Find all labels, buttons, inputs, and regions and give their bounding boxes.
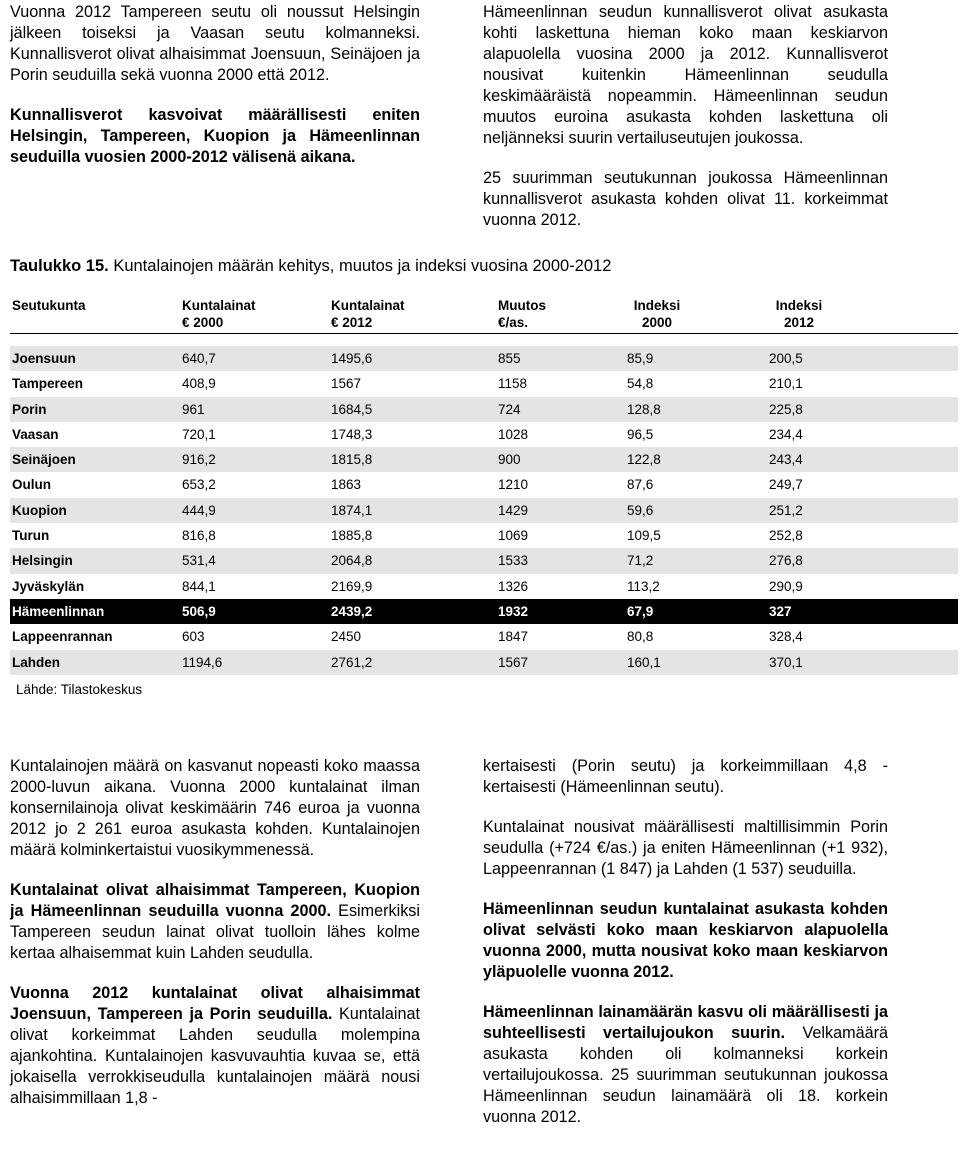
table-cell: 1158 bbox=[498, 376, 528, 392]
table-cell: 252,8 bbox=[769, 528, 803, 544]
header-line1: Kuntalainat bbox=[331, 298, 405, 313]
table-cell: 54,8 bbox=[627, 376, 654, 392]
header-line1: Muutos bbox=[498, 298, 546, 313]
header-cell-change bbox=[498, 297, 546, 331]
bold-text: Kuntalainat olivat alhaisimmat Tampereen, Kuopion ja Hämeenlinnan seuduilla vuonna 2000. bbox=[10, 881, 420, 920]
paragraph bbox=[10, 880, 420, 964]
table-cell: 2439,2 bbox=[331, 603, 373, 619]
table-cell: 900 bbox=[498, 452, 521, 468]
table-cell: 327 bbox=[769, 603, 792, 619]
table-cell: 1885,8 bbox=[331, 528, 373, 544]
table-row bbox=[10, 548, 958, 573]
table-cell: 370,1 bbox=[769, 654, 803, 670]
table-cell: 249,7 bbox=[769, 477, 803, 493]
table-cell: 67,9 bbox=[627, 603, 654, 619]
table-cell: 1429 bbox=[498, 502, 529, 518]
table-cell: 531,4 bbox=[182, 553, 216, 569]
table-cell: 720,1 bbox=[182, 426, 216, 442]
table-cell: 290,9 bbox=[769, 578, 803, 594]
table-cell: 1684,5 bbox=[331, 401, 373, 417]
table-cell: 1863 bbox=[331, 477, 362, 493]
table-cell: 1748,3 bbox=[331, 426, 373, 442]
bold-text: Vuonna 2012 kuntalainat olivat alhaisimmat Joensuun, Tampereen ja Porin seuduilla. bbox=[10, 984, 420, 1023]
region-name-cell: Vaasan bbox=[12, 426, 59, 442]
table-caption-text: Kuntalainojen määrän kehitys, muutos ja indeksi vuosina 2000-2012 bbox=[108, 257, 612, 275]
table-cell: 2761,2 bbox=[331, 654, 373, 670]
header-line2: 2000 bbox=[641, 315, 673, 330]
table-cell: 855 bbox=[498, 351, 521, 366]
paragraph bbox=[483, 1002, 888, 1128]
table-cell: 816,8 bbox=[182, 528, 216, 544]
table-cell: 243,4 bbox=[769, 452, 803, 468]
table-cell: 200,5 bbox=[769, 351, 803, 366]
header-cell-index-2000 bbox=[627, 297, 687, 331]
table-cell: 1210 bbox=[498, 477, 529, 493]
paragraph bbox=[10, 105, 420, 168]
paragraph: Kuntalainat nousivat määrällisesti maltillisimmin Porin seudulla (+724 €/as.) ja eniten Hämeenlinnan (+1 932), Lappeenrannan (1 847) ja Lahden (1 537) seuduilla. bbox=[483, 818, 888, 878]
table-cell: 408,9 bbox=[182, 376, 216, 392]
header-line2: 2012 bbox=[783, 315, 815, 330]
paragraph: Vuonna 2012 Tampereen seutu oli noussut Helsingin jälkeen toiseksi ja Vaasan seutu kolmanneksi. Kunnallisverot olivat alhaisimmat Joensuun, Seinäjoen ja Porin seuduilla sekä vuonna 2000 että 2012. bbox=[10, 3, 420, 84]
header-cell-loans-2000 bbox=[182, 297, 256, 331]
header-divider bbox=[10, 333, 958, 334]
table-cell: 122,8 bbox=[627, 452, 661, 468]
top-left-column bbox=[10, 2, 420, 168]
table-cell: 844,1 bbox=[182, 578, 216, 594]
table-row bbox=[10, 447, 958, 472]
paragraph bbox=[10, 983, 420, 1109]
table-cell: 251,2 bbox=[769, 502, 803, 518]
header-cell-index-2012 bbox=[769, 297, 829, 331]
table-cell: 640,7 bbox=[182, 351, 216, 366]
table-cell: 1495,6 bbox=[331, 351, 373, 366]
table-cell: 1326 bbox=[498, 578, 529, 594]
region-name-cell: Kuopion bbox=[12, 502, 67, 518]
region-name-cell: Joensuun bbox=[12, 351, 76, 366]
region-name-cell: Turun bbox=[12, 528, 50, 544]
table-cell: 109,5 bbox=[627, 528, 661, 544]
table-source: Lähde: Tilastokeskus bbox=[16, 682, 143, 697]
table-cell: 2064,8 bbox=[331, 553, 373, 569]
bold-text: Hämeenlinnan lainamäärän kasvu oli määrällisesti ja suhteellisesti vertailujoukon suurin. bbox=[483, 1003, 888, 1042]
table-row bbox=[10, 397, 958, 422]
table-cell: 1028 bbox=[498, 426, 529, 442]
table-cell: 80,8 bbox=[627, 629, 654, 645]
table-cell: 2450 bbox=[331, 629, 362, 645]
table-cell: 1194,6 bbox=[182, 654, 223, 670]
table-row bbox=[10, 574, 958, 599]
region-name-cell: Helsingin bbox=[12, 553, 73, 569]
table-cell: 113,2 bbox=[627, 578, 660, 594]
table-cell: 71,2 bbox=[627, 553, 654, 569]
table-cell: 444,9 bbox=[182, 502, 216, 518]
region-name-cell: Jyväskylän bbox=[12, 578, 85, 594]
paragraph-text: Velkamäärä asukasta kohden oli kolmanneksi korkein vertailujoukossa. 25 suurimman seutukunnan joukossa Hämeenlinnan seudun lainamäärä oli 18. korkein vuonna 2012. bbox=[483, 1024, 888, 1126]
region-name-cell: Tampereen bbox=[12, 376, 84, 392]
table-cell: 234,4 bbox=[769, 426, 803, 442]
table-cell: 328,4 bbox=[769, 629, 803, 645]
region-name-cell: Hämeenlinnan bbox=[12, 603, 105, 619]
paragraph: Hämeenlinnan seudun kunnallisverot olivat asukasta kohti laskettuna hieman koko maan keskiarvon alapuolella vuosina 2000 ja 2012. Kunnallisverot nousivat kuitenkin Hämeenlinnan seudulla keskimääräistä nopeammin. Hämeenlinnan seudun muutos euroina asukasta kohden laskettuna oli neljänneksi suurin vertailuseutujen joukossa. bbox=[483, 3, 888, 147]
bottom-right-column bbox=[483, 756, 888, 1128]
table-cell: 96,5 bbox=[627, 426, 654, 442]
table-header bbox=[10, 297, 958, 333]
table-cell: 87,6 bbox=[627, 477, 654, 493]
table-cell: 128,8 bbox=[627, 401, 661, 417]
region-name-cell: Lappeenrannan bbox=[12, 629, 113, 645]
paragraph-text: Kuntalainat olivat korkeimmat Lahden seudulla molempina ajankohtina. Kuntalainojen kasvuvauhtia kuvaa se, että jokaisella verrokkiseudulla kuntalainojen määrä nousi alhaisimmillaan 1,8 - bbox=[10, 1005, 420, 1107]
table-row bbox=[10, 650, 958, 675]
table-cell: 2169,9 bbox=[331, 578, 373, 594]
table-cell: 506,9 bbox=[182, 603, 216, 619]
region-name-cell: Porin bbox=[12, 401, 47, 417]
table-cell: 85,9 bbox=[627, 351, 654, 366]
table-cell: 653,2 bbox=[182, 477, 216, 493]
table-cell: 724 bbox=[498, 401, 521, 417]
bold-text: Hämeenlinnan seudun kuntalainat asukasta kohden olivat selvästi koko maan keskiarvon alapuolella vuonna 2000, mutta nousivat koko maan keskiarvon yläpuolelle vuonna 2012. bbox=[483, 900, 888, 981]
header-line1: Kuntalainat bbox=[182, 298, 256, 313]
table-row bbox=[10, 599, 958, 624]
header-line1: Indeksi bbox=[775, 298, 823, 313]
table-row bbox=[10, 498, 958, 523]
table-cell: 1069 bbox=[498, 528, 529, 544]
bold-text: Kunnallisverot kasvoivat määrällisesti eniten Helsingin, Tampereen, Kuopion ja Hämeenlinnan seuduilla vuosien 2000-2012 välisenä aikana. bbox=[10, 106, 420, 166]
table-cell: 276,8 bbox=[769, 553, 803, 569]
table-cell: 603 bbox=[182, 629, 205, 645]
region-name-cell: Oulun bbox=[12, 477, 51, 493]
data-table bbox=[10, 346, 958, 675]
header-cell-loans-2012 bbox=[331, 297, 405, 331]
table-row bbox=[10, 624, 958, 649]
header-cell-region bbox=[12, 297, 86, 314]
top-right-column bbox=[483, 2, 888, 231]
table-cell: 1567 bbox=[498, 654, 529, 670]
table-row bbox=[10, 523, 958, 548]
region-name-cell: Seinäjoen bbox=[12, 452, 76, 468]
header-line1: Indeksi bbox=[633, 298, 681, 313]
table-cell: 1533 bbox=[498, 553, 529, 569]
paragraph-text: Esimerkiksi Tampereen seudun lainat olivat tuolloin lähes kolme kertaa alhaisemmat kuin Lahden seudulla. bbox=[10, 902, 420, 962]
paragraph: 25 suurimman seutukunnan joukossa Hämeenlinnan kunnallisverot asukasta kohden olivat 11. korkeimmat vuonna 2012. bbox=[483, 169, 888, 229]
table-cell: 59,6 bbox=[627, 502, 654, 518]
paragraph bbox=[483, 899, 888, 983]
table-row bbox=[10, 371, 958, 396]
table-caption-label: Taulukko 15. bbox=[10, 257, 109, 275]
table-cell: 961 bbox=[182, 401, 205, 417]
bottom-left-column bbox=[10, 756, 420, 1109]
table-cell: 1847 bbox=[498, 629, 529, 645]
table-row bbox=[10, 472, 958, 497]
table-cell: 1874,1 bbox=[331, 502, 373, 518]
header-line2: € 2012 bbox=[331, 315, 373, 330]
table-cell: 1567 bbox=[331, 376, 362, 392]
table-cell: 160,1 bbox=[627, 654, 661, 670]
table-row bbox=[10, 346, 958, 371]
table-row bbox=[10, 422, 958, 447]
paragraph: kertaisesti (Porin seutu) ja korkeimmillaan 4,8 -kertaisesti (Hämeenlinnan seutu). bbox=[483, 757, 888, 796]
table-cell: 1932 bbox=[498, 603, 529, 619]
table-cell: 1815,8 bbox=[331, 452, 373, 468]
table-cell: 210,1 bbox=[769, 376, 803, 392]
header-line2: € 2000 bbox=[182, 315, 224, 330]
header-line2: €/as. bbox=[498, 315, 529, 330]
region-name-cell: Lahden bbox=[12, 654, 61, 670]
paragraph: Kuntalainojen määrä on kasvanut nopeasti koko maassa 2000-luvun aikana. Vuonna 2000 kuntalainat ilman konsernilainoja olivat keskimäärin 746 euroa ja vuonna 2012 jo 2 261 euroa asukasta kohden. Kuntalainojen määrä kolminkertaistui vuosikymmenessä. bbox=[10, 757, 420, 859]
table-cell: 916,2 bbox=[182, 452, 216, 468]
header-line1: Seutukunta bbox=[12, 298, 86, 313]
table-cell: 225,8 bbox=[769, 401, 803, 417]
table-caption bbox=[10, 257, 611, 276]
